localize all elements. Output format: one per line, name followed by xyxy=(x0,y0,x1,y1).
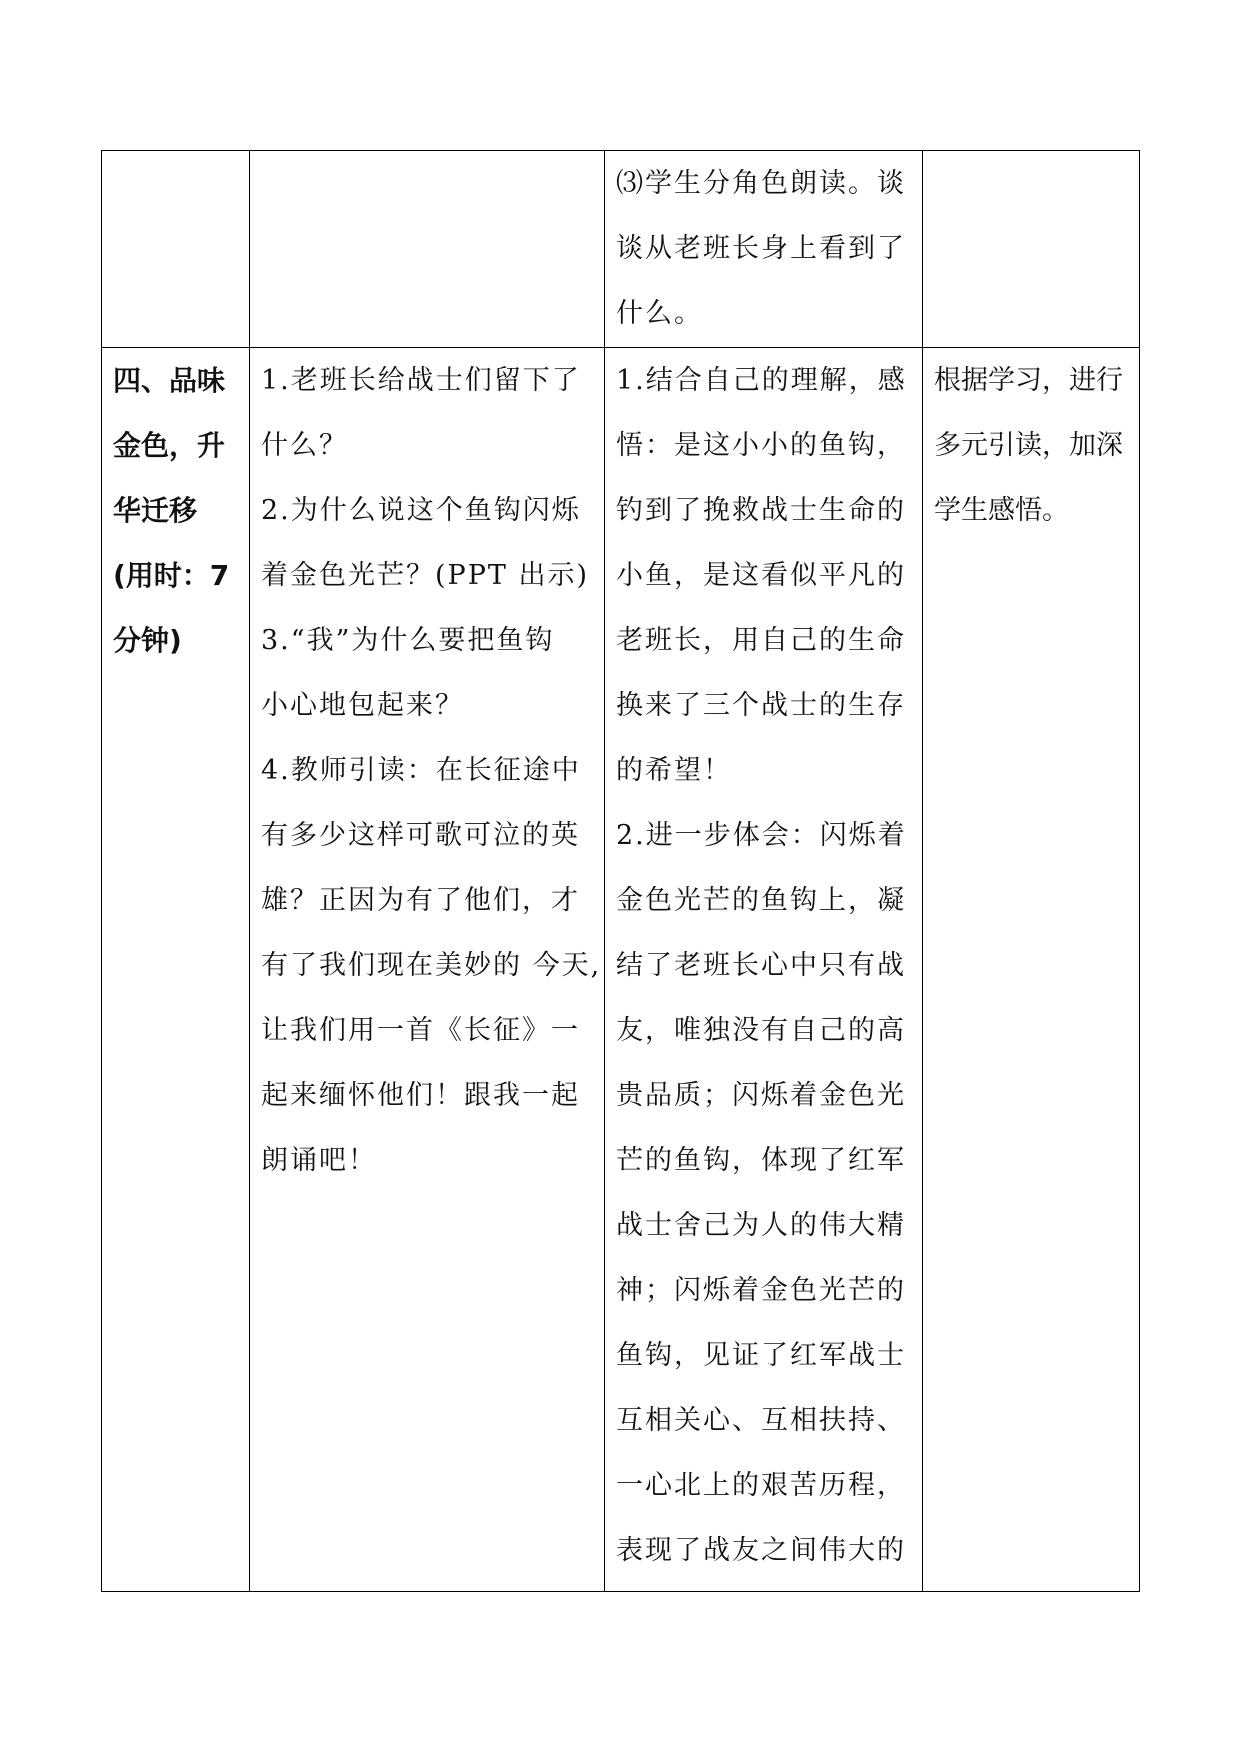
text-line: 3.“我”为什么要把鱼钩 xyxy=(261,625,555,656)
text-line: 芒的鱼钩，体现了红军 xyxy=(616,1145,906,1176)
text-line: 4.教师引读：在长征途中 xyxy=(261,755,581,786)
text-line: 着金色光芒？(PPT 出示) xyxy=(261,560,589,591)
lesson-plan-table xyxy=(101,150,1140,1592)
stage-title-line: 四、品味 xyxy=(113,364,226,397)
text-line: 换来了三个战士的生存 xyxy=(616,690,906,721)
text-line: 朗诵吧！ xyxy=(261,1145,377,1176)
text-line: 贵品质；闪烁着金色光 xyxy=(616,1080,906,1111)
text-line: 悟：是这小小的鱼钩， xyxy=(616,430,906,461)
text-line: 2.进一步体会：闪烁着 xyxy=(616,820,907,851)
stage-title-line: 金色，升 xyxy=(113,429,226,462)
text-line: 钓到了挽救战士生命的 xyxy=(616,495,906,526)
text-line: ⑶学生分角色朗读。谈 xyxy=(616,168,906,199)
table-row xyxy=(102,348,1140,1592)
text-line: 有了我们现在美妙的 今天, xyxy=(261,950,602,981)
text-line: 一心北上的艰苦历程， xyxy=(616,1470,906,1501)
stage-time-line: (用时：7 xyxy=(113,559,230,592)
text-line: 起来缅怀他们！跟我一起 xyxy=(261,1080,580,1111)
stage-cell xyxy=(102,348,250,1592)
stage-title-line: 华迁移 xyxy=(113,494,198,527)
design-intent-cell xyxy=(923,151,1140,348)
student-activity-cell xyxy=(605,151,923,348)
teacher-activity-cell xyxy=(250,348,605,1592)
text-line: 结了老班长心中只有战 xyxy=(616,950,906,981)
text-line: 神；闪烁着金色光芒的 xyxy=(616,1275,906,1306)
text-line: 什么？ xyxy=(261,430,348,461)
text-line: 小鱼，是这看似平凡的 xyxy=(616,560,906,591)
student-activity-cell xyxy=(605,348,923,1592)
text-line: 鱼钩，见证了红军战士 xyxy=(616,1340,906,1371)
text-line: 什么。 xyxy=(616,298,703,329)
teacher-activity-cell xyxy=(250,151,605,348)
text-line: 根据学习，进行 xyxy=(934,365,1123,396)
text-line: 1.结合自己的理解，感 xyxy=(616,365,907,396)
text-line: 老班长，用自己的生命 xyxy=(616,625,906,656)
text-line: 战士舍己为人的伟大精 xyxy=(616,1210,906,1241)
table-row xyxy=(102,151,1140,348)
text-line: 表现了战友之间伟大的 xyxy=(616,1535,906,1566)
text-line: 多元引读，加深 xyxy=(934,430,1123,461)
text-line: 雄？正因为有了他们，才 xyxy=(261,885,580,916)
text-line: 的希望！ xyxy=(616,755,732,786)
stage-cell xyxy=(102,151,250,348)
text-line: 让我们用一首《长征》一 xyxy=(261,1015,580,1046)
design-intent-cell xyxy=(923,348,1140,1592)
text-line: 学生感悟。 xyxy=(934,495,1069,526)
text-line: 1.老班长给战士们留下了 xyxy=(261,365,581,396)
text-line: 小心地包起来？ xyxy=(261,690,464,721)
stage-time-line: 分钟) xyxy=(113,624,182,657)
text-line: 金色光芒的鱼钩上，凝 xyxy=(616,885,906,916)
text-line: 2.为什么说这个鱼钩闪烁 xyxy=(261,495,581,526)
text-line: 谈从老班长身上看到了 xyxy=(616,233,906,264)
text-line: 互相关心、互相扶持、 xyxy=(616,1405,906,1436)
text-line: 有多少这样可歌可泣的英 xyxy=(261,820,580,851)
text-line: 友，唯独没有自己的高 xyxy=(616,1015,906,1046)
